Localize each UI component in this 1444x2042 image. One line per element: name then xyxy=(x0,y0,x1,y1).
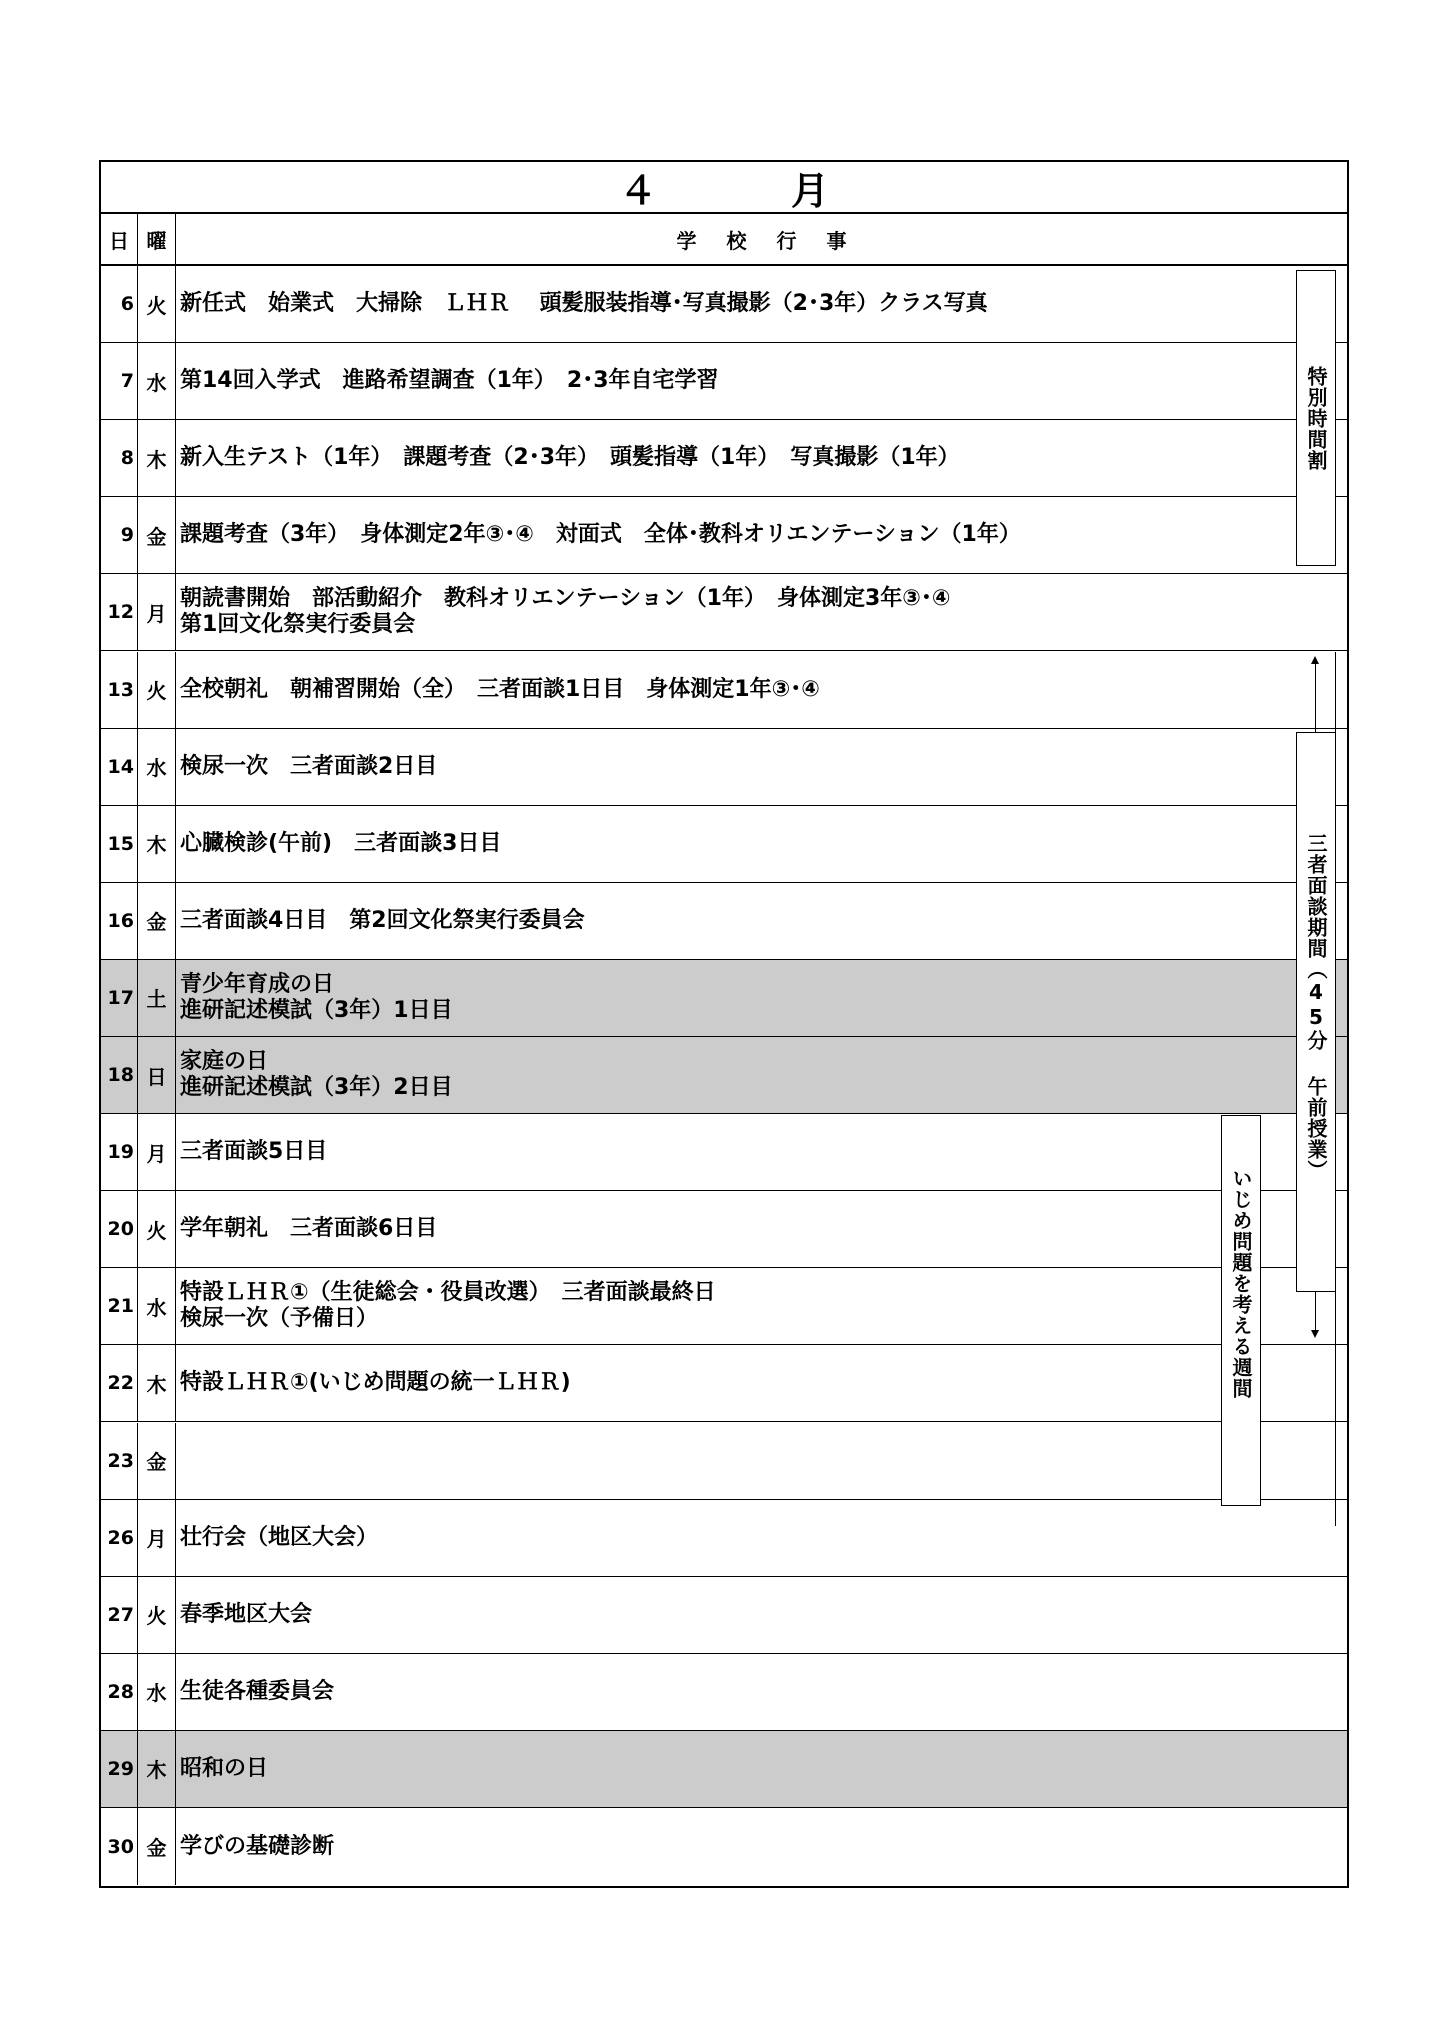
event-cell xyxy=(176,1731,1276,1807)
day-cell: 15 xyxy=(101,806,138,882)
table-row xyxy=(101,729,1347,806)
table-row xyxy=(101,1654,1347,1731)
interview-arrow-bottom-line xyxy=(1315,1292,1316,1334)
table-row xyxy=(101,1500,1347,1577)
weekday-cell: 火 xyxy=(138,266,176,342)
event-line: 新入生テスト（1年） 課題考査（2･3年） 頭髪指導（1年） 写真撮影（1年） xyxy=(180,445,960,471)
weekday-cell: 火 xyxy=(138,1191,176,1267)
event-cell xyxy=(176,420,1276,496)
weekday-cell: 水 xyxy=(138,729,176,805)
event-cell xyxy=(176,806,1276,882)
day-cell: 30 xyxy=(101,1808,138,1885)
weekday-cell: 木 xyxy=(138,420,176,496)
calendar-rows xyxy=(101,266,1347,1886)
day-cell: 9 xyxy=(101,497,138,573)
event-cell xyxy=(176,574,1276,650)
table-row xyxy=(101,1345,1347,1422)
event-line: 進研記述模試（3年）1日目 xyxy=(180,997,453,1023)
event-cell xyxy=(176,1808,1276,1885)
day-cell: 13 xyxy=(101,652,138,728)
month-title: ４ 月 xyxy=(101,162,1347,214)
day-cell: 21 xyxy=(101,1268,138,1344)
table-row xyxy=(101,652,1347,729)
weekday-cell: 水 xyxy=(138,343,176,419)
header-weekday: 曜 xyxy=(138,214,176,264)
day-cell: 8 xyxy=(101,420,138,496)
event-cell xyxy=(176,1037,1276,1113)
event-line: 新任式 始業式 大掃除 ＬＨＲ 頭髪服装指導･写真撮影（2･3年）クラス写真 xyxy=(180,291,988,317)
table-row xyxy=(101,497,1347,574)
event-cell xyxy=(176,1191,1276,1267)
weekday-cell: 火 xyxy=(138,652,176,728)
event-line: 家庭の日 xyxy=(180,1049,269,1075)
right-divider-upper xyxy=(1335,652,1336,732)
event-line: 検尿一次 三者面談2日目 xyxy=(180,753,438,779)
event-cell xyxy=(176,1654,1276,1730)
event-line: 第14回入学式 進路希望調査（1年） 2･3年自宅学習 xyxy=(180,368,719,394)
table-row xyxy=(101,266,1347,343)
weekday-cell: 火 xyxy=(138,1577,176,1653)
table-row xyxy=(101,1037,1347,1114)
table-row xyxy=(101,1268,1347,1345)
table-row xyxy=(101,420,1347,497)
day-cell: 7 xyxy=(101,343,138,419)
event-line: 春季地区大会 xyxy=(180,1601,313,1627)
event-cell xyxy=(176,1423,1276,1499)
calendar-table xyxy=(99,160,1349,1888)
day-cell: 26 xyxy=(101,1500,138,1576)
weekday-cell: 月 xyxy=(138,574,176,650)
day-cell: 29 xyxy=(101,1731,138,1807)
special-timetable-text: 特別時間割 xyxy=(1304,365,1328,471)
interview-period-label xyxy=(1296,732,1336,1292)
day-cell: 20 xyxy=(101,1191,138,1267)
event-line: 特設ＬＨＲ①(いじめ問題の統一ＬＨＲ) xyxy=(180,1370,571,1396)
event-line: 検尿一次（予備日） xyxy=(180,1306,379,1332)
table-row xyxy=(101,806,1347,883)
day-cell: 14 xyxy=(101,729,138,805)
event-line: 学年朝礼 三者面談6日目 xyxy=(180,1216,438,1242)
table-row xyxy=(101,343,1347,420)
day-cell: 19 xyxy=(101,1114,138,1190)
weekday-cell: 木 xyxy=(138,806,176,882)
weekday-cell: 水 xyxy=(138,1268,176,1344)
day-cell: 27 xyxy=(101,1577,138,1653)
interview-period-text: 三者面談期間（45分 午前授業） xyxy=(1304,833,1328,1181)
weekday-cell: 木 xyxy=(138,1345,176,1421)
event-line: 特設ＬＨＲ①（生徒総会・役員改選） 三者面談最終日 xyxy=(180,1280,716,1306)
bullying-week-text: いじめ問題を考える週間 xyxy=(1229,1168,1253,1399)
event-line: 第1回文化祭実行委員会 xyxy=(180,612,416,638)
event-cell xyxy=(176,1577,1276,1653)
weekday-cell: 日 xyxy=(138,1037,176,1113)
interview-arrow-down xyxy=(1311,1330,1319,1338)
weekday-cell: 金 xyxy=(138,883,176,959)
header-row xyxy=(101,214,1347,266)
event-line: 壮行会（地区大会） xyxy=(180,1524,379,1550)
right-divider-lower xyxy=(1335,1292,1336,1526)
event-cell xyxy=(176,652,1276,728)
header-events: 学校行事 xyxy=(676,228,877,253)
day-cell: 22 xyxy=(101,1345,138,1421)
weekday-cell: 金 xyxy=(138,497,176,573)
day-cell: 28 xyxy=(101,1654,138,1730)
weekday-cell: 金 xyxy=(138,1423,176,1499)
event-cell xyxy=(176,1500,1276,1576)
interview-arrow-up xyxy=(1311,656,1319,664)
event-cell xyxy=(176,883,1276,959)
event-cell xyxy=(176,343,1276,419)
event-line: 三者面談5日目 xyxy=(180,1139,328,1165)
table-row xyxy=(101,1191,1347,1268)
event-cell xyxy=(176,1345,1276,1421)
day-cell: 12 xyxy=(101,574,138,650)
day-cell: 6 xyxy=(101,266,138,342)
day-cell: 18 xyxy=(101,1037,138,1113)
event-cell xyxy=(176,1268,1276,1344)
table-row xyxy=(101,960,1347,1037)
interview-arrow-top-line xyxy=(1315,662,1316,732)
event-line: 課題考査（3年） 身体測定2年③･④ 対面式 全体･教科オリエンテーション（1年） xyxy=(180,522,1021,548)
day-cell: 23 xyxy=(101,1423,138,1499)
event-line: 進研記述模試（3年）2日目 xyxy=(180,1075,453,1101)
event-cell xyxy=(176,960,1276,1036)
event-cell xyxy=(176,1114,1276,1190)
event-cell xyxy=(176,729,1276,805)
table-row xyxy=(101,1808,1347,1885)
bullying-week-label xyxy=(1221,1115,1261,1506)
weekday-cell: 木 xyxy=(138,1731,176,1807)
table-row xyxy=(101,574,1347,651)
day-cell: 17 xyxy=(101,960,138,1036)
table-row xyxy=(101,1114,1347,1191)
table-row xyxy=(101,1423,1347,1500)
event-cell xyxy=(176,266,1276,342)
event-line: 学びの基礎診断 xyxy=(180,1833,335,1859)
table-row xyxy=(101,883,1347,960)
event-line: 青少年育成の日 xyxy=(180,971,335,997)
event-cell xyxy=(176,497,1276,573)
day-cell: 16 xyxy=(101,883,138,959)
table-row xyxy=(101,1731,1347,1808)
weekday-cell: 水 xyxy=(138,1654,176,1730)
weekday-cell: 金 xyxy=(138,1808,176,1885)
event-line: 朝読書開始 部活動紹介 教科オリエンテーション（1年） 身体測定3年③･④ xyxy=(180,586,951,612)
special-timetable-label xyxy=(1296,270,1336,566)
weekday-cell: 月 xyxy=(138,1114,176,1190)
event-line: 生徒各種委員会 xyxy=(180,1678,335,1704)
event-line: 心臓検診(午前) 三者面談3日目 xyxy=(180,830,502,856)
event-line: 昭和の日 xyxy=(180,1755,269,1781)
weekday-cell: 土 xyxy=(138,960,176,1036)
header-day: 日 xyxy=(101,214,138,264)
weekday-cell: 月 xyxy=(138,1500,176,1576)
event-line: 三者面談4日目 第2回文化祭実行委員会 xyxy=(180,907,585,933)
table-row xyxy=(101,1577,1347,1654)
event-line: 全校朝礼 朝補習開始（全） 三者面談1日目 身体測定1年③･④ xyxy=(180,676,820,702)
